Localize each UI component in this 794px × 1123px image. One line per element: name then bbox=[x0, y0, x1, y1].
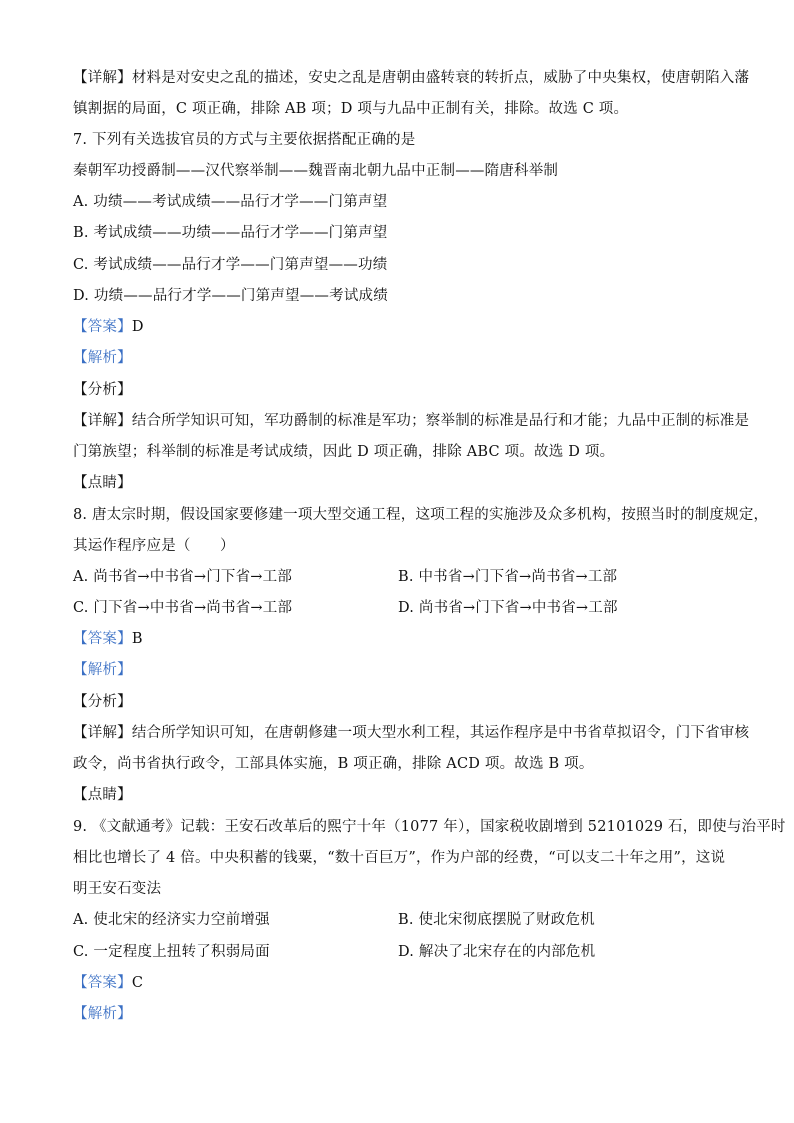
q8-detail-line2: 政令，尚书省执行政令，工部具体实施，B 项正确，排除 ACD 项。故选 B 项。 bbox=[73, 756, 594, 772]
q8-answer-value: B bbox=[131, 631, 143, 647]
q8-option-a: A. 尚书省→中书省→门下省→工部 bbox=[73, 569, 293, 585]
q7-dianjing-tag: 【点睛】 bbox=[73, 475, 132, 491]
q9-stem-line2: 相比也增长了 4 倍。中央积蓄的钱粟，“数十百巨万”，作为户部的经费，“可以支二十年之用”，这说 bbox=[73, 850, 726, 866]
q8-option-c: C. 门下省→中书省→尚书省→工部 bbox=[73, 600, 293, 616]
q9-answer-value: C bbox=[131, 975, 144, 991]
q9-analysis-tag: 【解析】 bbox=[73, 1006, 132, 1022]
q9-answer-tag: 【答案】 bbox=[73, 975, 132, 991]
q8-fenxi-tag: 【分析】 bbox=[73, 694, 132, 710]
q7-answer bbox=[73, 317, 144, 337]
q7-option-a: A. 功绩——考试成绩——品行才学——门第声望 bbox=[73, 194, 388, 210]
q8-detail-line1: 【详解】结合所学知识可知，在唐朝修建一项大型水利工程，其运作程序是中书省草拟诏令，门下省审核 bbox=[73, 725, 750, 741]
q7-option-c: C. 考试成绩——品行才学——门第声望——功绩 bbox=[73, 257, 388, 273]
q7-detail-line2: 门第族望；科举制的标准是考试成绩，因此 D 项正确，排除 ABC 项。故选 D 项。 bbox=[73, 444, 615, 460]
q7-answer-value: D bbox=[131, 319, 144, 335]
q8-stem-line1: 8. 唐太宗时期，假设国家要修建一项大型交通工程，这项工程的实施涉及众多机构，按照当时的制度规定， bbox=[73, 507, 769, 523]
q8-answer bbox=[73, 629, 143, 649]
q7-answer-tag: 【答案】 bbox=[73, 319, 132, 335]
q8-answer-tag: 【答案】 bbox=[73, 631, 132, 647]
q9-answer bbox=[73, 973, 143, 993]
q9-stem-line3: 明王安石变法 bbox=[73, 881, 162, 897]
q8-analysis-tag: 【解析】 bbox=[73, 662, 132, 678]
q7-detail-line1: 【详解】结合所学知识可知，军功爵制的标准是军功；察举制的标准是品行和才能；九品中正制的标准是 bbox=[73, 413, 750, 429]
q9-option-a: A. 使北宋的经济实力空前增强 bbox=[73, 912, 270, 928]
q7-option-d: D. 功绩——品行才学——门第声望——考试成绩 bbox=[73, 288, 388, 304]
q8-detail-tag: 【详解】 bbox=[73, 725, 132, 741]
q7-option-b: B. 考试成绩——功绩——品行才学——门第声望 bbox=[73, 225, 388, 241]
q8-stem-line2: 其运作程序应是（ ） bbox=[73, 538, 235, 554]
q6-detail-line1: 【详解】材料是对安史之乱的描述，安史之乱是唐朝由盛转衰的转折点，威胁了中央集权，使唐朝陷入藩 bbox=[73, 70, 750, 86]
q9-option-b: B. 使北宋彻底摆脱了财政危机 bbox=[398, 912, 595, 928]
q8-option-d: D. 尚书省→门下省→中书省→工部 bbox=[398, 600, 618, 616]
q9-option-d: D. 解决了北宋存在的内部危机 bbox=[398, 944, 596, 960]
q7-fenxi-tag: 【分析】 bbox=[73, 382, 132, 398]
q7-stem: 7. 下列有关选拔官员的方式与主要依据搭配正确的是 bbox=[73, 132, 416, 148]
q7-sub: 秦朝军功授爵制——汉代察举制——魏晋南北朝九品中正制——隋唐科举制 bbox=[73, 163, 559, 179]
q7-analysis-tag: 【解析】 bbox=[73, 350, 132, 366]
q7-detail-tag: 【详解】 bbox=[73, 413, 132, 429]
q6-detail-tag: 【详解】 bbox=[73, 70, 132, 86]
q6-detail-line2: 镇割据的局面，C 项正确，排除 AB 项；D 项与九品中正制有关，排除。故选 C 项。 bbox=[73, 101, 629, 117]
q9-stem-line1: 9. 《文献通考》记载：王安石改革后的熙宁十年（1077 年），国家税收剧增到 52101029 石，即使与治平时 bbox=[73, 819, 786, 835]
q9-option-c: C. 一定程度上扭转了积弱局面 bbox=[73, 944, 270, 960]
q8-option-b: B. 中书省→门下省→尚书省→工部 bbox=[398, 569, 618, 585]
q8-dianjing-tag: 【点睛】 bbox=[73, 787, 132, 803]
